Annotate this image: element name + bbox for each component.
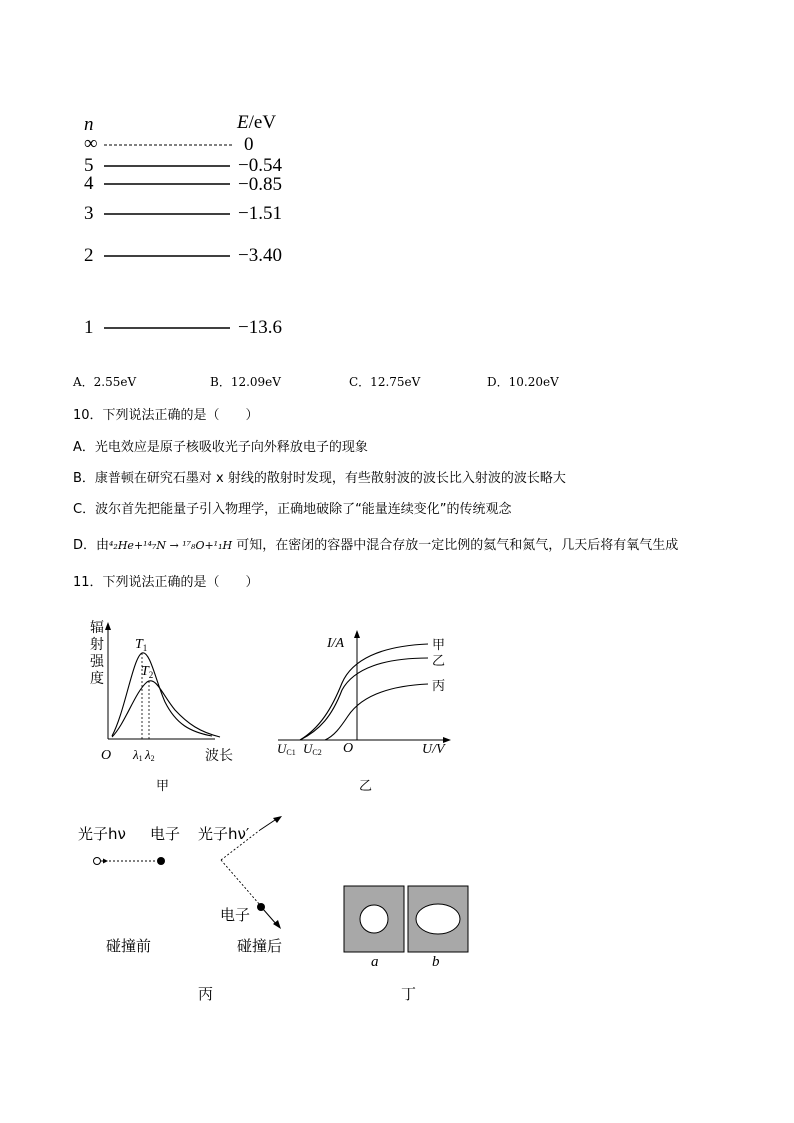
bing-recoil-dash: [221, 860, 260, 905]
q9-option-c: C．12.75eV: [349, 375, 421, 389]
level-e-inf: 0: [244, 134, 254, 155]
level-e-3: −1.51: [238, 203, 282, 224]
jia-caption: 甲: [156, 779, 170, 794]
yi-curve-label-jia: 甲: [432, 638, 446, 653]
q11-stem: 11．下列说法正确的是（ ）: [73, 575, 259, 590]
ding-spot-b: [416, 904, 460, 934]
yi-curve-label-bing: 丙: [432, 679, 446, 694]
level-n-4: 4: [84, 173, 94, 194]
jia-t2-label: $T_2$: [141, 664, 154, 680]
figure-bing-compton: [70, 810, 330, 1010]
yi-curve-label-yi: 乙: [432, 654, 446, 669]
ding-caption: 丁: [401, 985, 417, 1003]
level-n-2: 2: [84, 245, 94, 266]
jia-ylabel-3: 强: [90, 654, 104, 670]
figure-yi-photoelectric: [270, 628, 460, 798]
ding-label-b: b: [432, 954, 440, 970]
yi-ylabel: I/A: [327, 636, 345, 651]
q10-stem: 10．下列说法正确的是（ ）: [73, 408, 259, 423]
yi-y-arrow: [354, 630, 360, 638]
q10-option-c: C．波尔首先把能量子引入物理学，正确地破除了“能量连续变化”的传统观念: [73, 502, 512, 517]
bing-caption: 丙: [198, 985, 214, 1003]
jia-lambda1: λ1: [133, 747, 143, 763]
q10-option-b: B．康普顿在研究石墨对 x 射线的散射时发现，有些散射波的波长比入射波的波长略大: [73, 471, 566, 486]
jia-lambda2: λ2: [145, 747, 155, 763]
bing-electron-before: 电子: [150, 825, 181, 843]
yi-uc1: UC1: [277, 741, 296, 757]
q10-option-a: A．光电效应是原子核吸收光子向外释放电子的现象: [73, 440, 368, 455]
ding-spot-a: [360, 905, 388, 933]
jia-ylabel-4: 度: [90, 671, 104, 687]
jia-curve-t1: [112, 653, 212, 736]
bing-electron-after: 电子: [220, 906, 251, 924]
level-e-1: −13.6: [238, 317, 282, 338]
energy-axis-label: E/eV: [237, 112, 277, 133]
q10-option-d-suffix: 可知，在密闭的容器中混合存放一定比例的氦气和氮气，几天后将有氧气生成: [236, 538, 679, 553]
figure-jia-blackbody: [70, 612, 260, 802]
jia-t1-label: $T_1$: [135, 637, 148, 653]
level-n-3: 3: [84, 203, 94, 224]
bing-before-label: 碰撞前: [106, 937, 152, 955]
figure-ding-diffraction: [338, 880, 478, 1005]
yi-curve-yi: [300, 658, 428, 740]
jia-origin: O: [101, 748, 112, 763]
level-n-5: 5: [84, 155, 94, 176]
level-n-inf: ∞: [84, 133, 98, 154]
nuclear-equation: ⁴₂He+¹⁴₇N → ¹⁷₈O+¹₁H: [109, 539, 233, 552]
q10-option-d: [73, 534, 678, 553]
n-axis-label: n: [84, 114, 94, 135]
bing-electron-dot: [157, 857, 165, 865]
ding-label-a: a: [371, 954, 379, 970]
level-e-2: −3.40: [238, 245, 282, 266]
yi-origin: O: [343, 741, 354, 756]
yi-xlabel: U/V: [422, 742, 445, 757]
q9-option-d: D．10.20eV: [487, 375, 559, 389]
bing-photon-dot: [94, 858, 101, 865]
jia-ylabel-1: 辐: [90, 620, 104, 636]
q10-option-d-prefix: D．由: [73, 538, 110, 553]
yi-uc2: UC2: [303, 741, 322, 757]
jia-xlabel: 波长: [205, 748, 233, 764]
bing-photon-arrow: [103, 859, 108, 864]
bing-photon-before: 光子hν: [78, 825, 126, 843]
yi-caption: 乙: [359, 779, 373, 794]
jia-y-arrow: [105, 622, 111, 630]
jia-ylabel-2: 射: [90, 637, 104, 653]
yi-curve-bing: [325, 684, 428, 740]
level-e-4: −0.85: [238, 174, 282, 195]
q9-option-b: B．12.09eV: [210, 375, 281, 389]
level-e-5: −0.54: [238, 155, 282, 176]
bing-after-label: 碰撞后: [237, 937, 283, 955]
bing-scattered-photon-arrow: [273, 816, 282, 823]
level-n-1: 1: [84, 317, 94, 338]
bing-photon-after: 光子hν′: [198, 825, 250, 843]
q9-option-a: A．2.55eV: [73, 375, 137, 389]
